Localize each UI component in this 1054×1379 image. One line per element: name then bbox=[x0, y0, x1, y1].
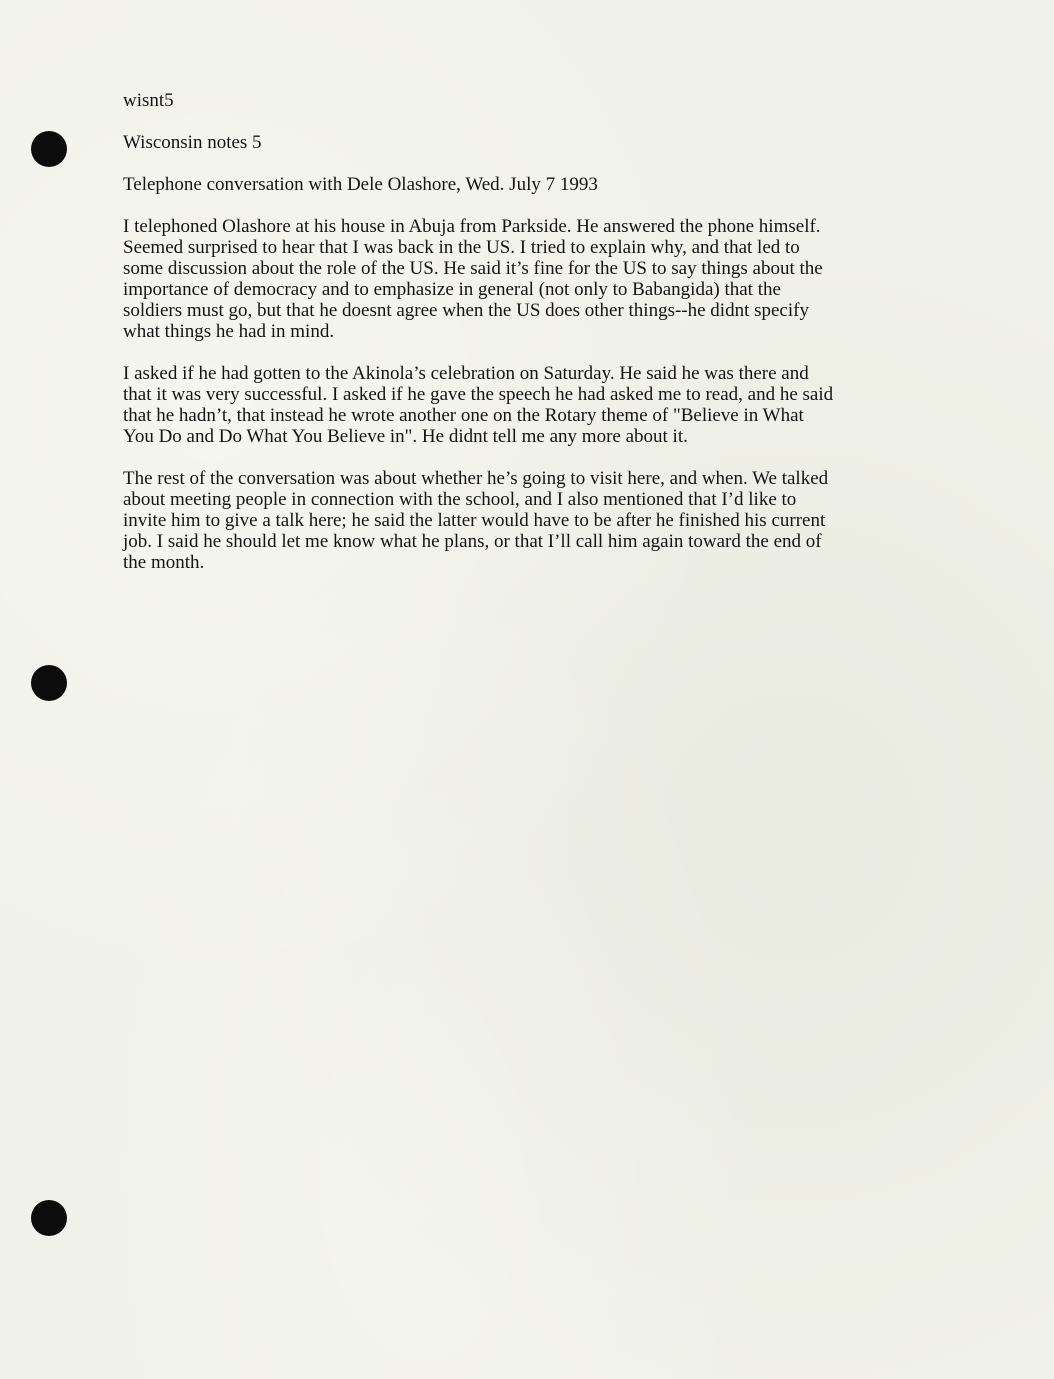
text-line: that it was very successful. I asked if he gave the speech he had asked me to read, and he said bbox=[123, 384, 834, 405]
punch-hole bbox=[31, 131, 67, 167]
text-line: some discussion about the role of the US. He said it’s fine for the US to say things about the bbox=[123, 258, 823, 279]
document-subject: Telephone conversation with Dele Olashore, Wed. July 7 1993 bbox=[123, 174, 598, 195]
text-line: about meeting people in connection with the school, and I also mentioned that I’d like to bbox=[123, 489, 797, 510]
punch-hole bbox=[31, 665, 67, 701]
text-line: job. I said he should let me know what he plans, or that I’ll call him again toward the end of bbox=[123, 531, 822, 552]
text-line: soldiers must go, but that he doesnt agree when the US does other things--he didnt specify bbox=[123, 300, 809, 321]
text-line: You Do and Do What You Believe in". He didnt tell me any more about it. bbox=[123, 426, 688, 447]
paragraph bbox=[123, 363, 943, 447]
document-title: Wisconsin notes 5 bbox=[123, 132, 262, 153]
text-line: that he hadn’t, that instead he wrote another one on the Rotary theme of "Believe in What bbox=[123, 405, 804, 426]
text-line: Seemed surprised to hear that I was back in the US. I tried to explain why, and that led to bbox=[123, 237, 800, 258]
file-identifier: wisnt5 bbox=[123, 90, 174, 111]
paragraph bbox=[123, 468, 943, 573]
punch-hole bbox=[31, 1200, 67, 1236]
text-line: I asked if he had gotten to the Akinola’s celebration on Saturday. He said he was there and bbox=[123, 363, 809, 384]
text-line: the month. bbox=[123, 552, 205, 573]
text-line: what things he had in mind. bbox=[123, 321, 335, 342]
text-line: invite him to give a talk here; he said the latter would have to be after he finished his current bbox=[123, 510, 826, 531]
text-line: importance of democracy and to emphasize in general (not only to Babangida) that the bbox=[123, 279, 781, 300]
text-line: I telephoned Olashore at his house in Abuja from Parkside. He answered the phone himself. bbox=[123, 216, 821, 237]
document-body bbox=[123, 90, 943, 594]
text-line: The rest of the conversation was about whether he’s going to visit here, and when. We talked bbox=[123, 468, 829, 489]
paragraph bbox=[123, 216, 943, 342]
